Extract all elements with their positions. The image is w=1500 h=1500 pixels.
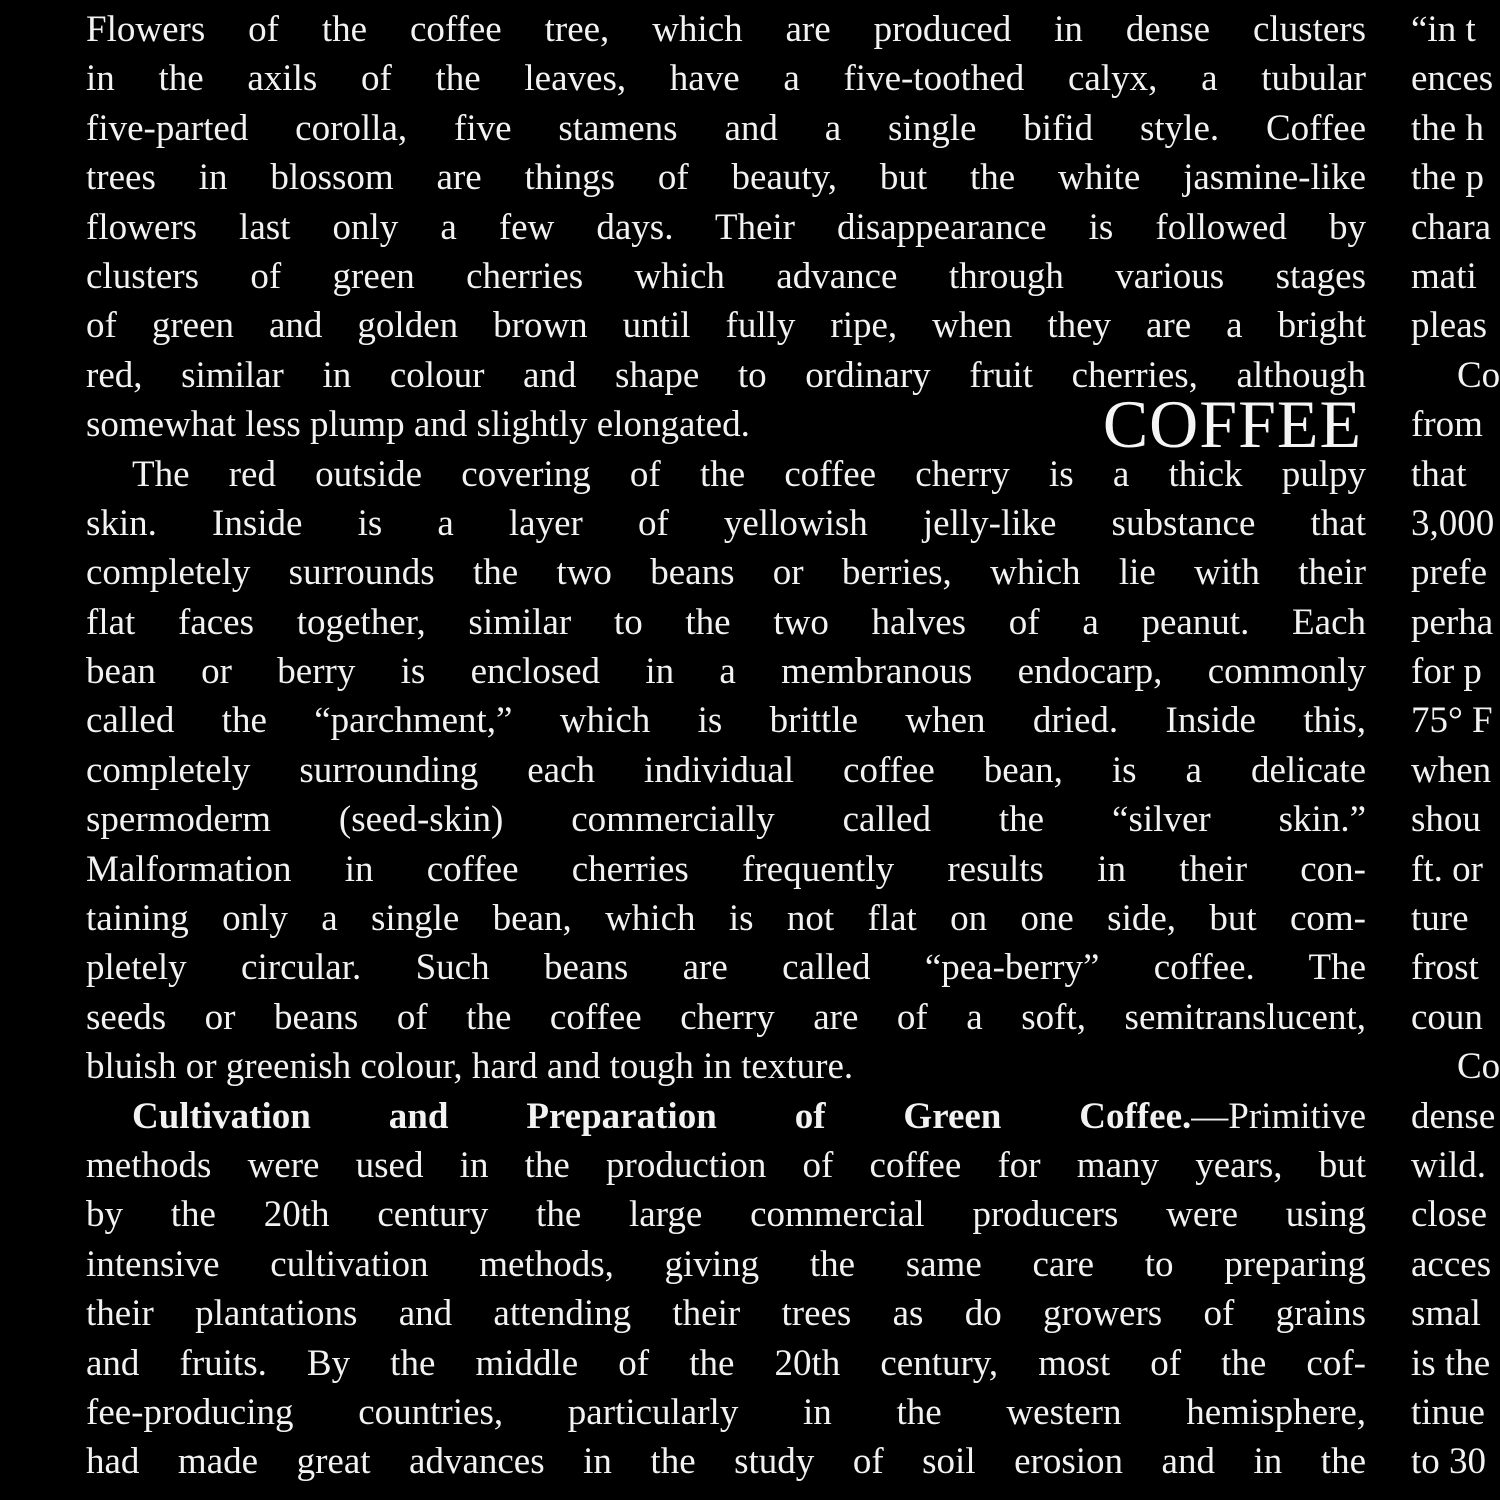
text-fragment: chara bbox=[1411, 206, 1492, 248]
text-fragment: 3,000 bbox=[1411, 502, 1495, 544]
text-fragment: that bbox=[1411, 453, 1467, 495]
section-heading: Cultivation and Preparation of Green Coffee. bbox=[132, 1095, 1192, 1137]
text-fragment: “in t bbox=[1411, 9, 1476, 50]
text-fragment: shou bbox=[1411, 799, 1481, 841]
text-fragment: wild. bbox=[1411, 1144, 1487, 1186]
text-fragment: the h bbox=[1411, 107, 1484, 149]
text-line: had made great advances in the study of soil erosion and in the bbox=[86, 1441, 1366, 1483]
text-line: fee-producing countries, particularly in the western hemisphere, bbox=[86, 1391, 1366, 1433]
text-line-with-running-head bbox=[86, 386, 1366, 463]
text-fragment: is the bbox=[1411, 1342, 1491, 1384]
text-fragment: dense bbox=[1411, 1095, 1496, 1137]
text-line: clusters of green cherries which advance through various stages bbox=[86, 255, 1366, 297]
text-fragment: ft. or bbox=[1411, 848, 1483, 890]
text-line: trees in blossom are things of beauty, but the white jasmine-like bbox=[86, 157, 1366, 199]
text-line: completely surrounding each individual coffee bean, is a delicate bbox=[86, 749, 1366, 791]
main-text-column bbox=[86, 5, 1366, 1487]
text-fragment: ences bbox=[1411, 58, 1494, 100]
text-line: The red outside covering of the coffee cherry is a thick pulpy bbox=[132, 453, 1366, 495]
text-fragment: coun bbox=[1411, 996, 1483, 1038]
text-fragment: perha bbox=[1411, 601, 1494, 643]
text-fragment: mati bbox=[1411, 255, 1477, 297]
text-line: pletely circular. Such beans are called “pea-berry” coffee. The bbox=[86, 947, 1366, 989]
text-line: called the “parchment,” which is brittle when dried. Inside this, bbox=[86, 700, 1366, 742]
text-line: Malformation in coffee cherries frequently results in their con- bbox=[86, 848, 1366, 890]
text-line: bean or berry is enclosed in a membranous endocarp, commonly bbox=[86, 651, 1366, 693]
text-line: seeds or beans of the coffee cherry are of a soft, semitranslucent, bbox=[86, 996, 1366, 1038]
text-line: five-parted corolla, five stamens and a single bifid style. Coffee bbox=[86, 107, 1366, 149]
text-fragment: to 30 bbox=[1411, 1441, 1487, 1483]
text-line: flowers last only a few days. Their disappearance is followed by bbox=[86, 206, 1366, 248]
text-fragment: smal bbox=[1411, 1293, 1481, 1335]
text-fragment: for p bbox=[1411, 651, 1482, 693]
text-fragment: tinue bbox=[1411, 1391, 1485, 1433]
text-fragment: frost bbox=[1411, 947, 1479, 989]
text-fragment: pleas bbox=[1411, 305, 1488, 347]
text-fragment: Co bbox=[1457, 354, 1500, 396]
text-line: methods were used in the production of coffee for many years, but bbox=[86, 1144, 1366, 1186]
text-line: in the axils of the leaves, have a five-toothed calyx, a tubular bbox=[86, 58, 1366, 100]
text-fragment: acces bbox=[1411, 1243, 1492, 1285]
text-line: spermoderm (seed-skin) commercially called the “silver skin.” bbox=[86, 799, 1366, 841]
text-line: bluish or greenish colour, hard and tough in texture. bbox=[86, 1046, 854, 1088]
text-line: Flowers of the coffee tree, which are produced in dense clusters bbox=[86, 9, 1366, 50]
text-line: by the 20th century the large commercial producers were using bbox=[86, 1194, 1366, 1236]
text-line: intensive cultivation methods, giving the same care to preparing bbox=[86, 1243, 1366, 1285]
text-line: red, similar in colour and shape to ordinary fruit cherries, although bbox=[86, 354, 1366, 396]
section-heading-line bbox=[86, 1092, 1366, 1141]
text-line: flat faces together, similar to the two halves of a peanut. Each bbox=[86, 601, 1366, 643]
text-line: and fruits. By the middle of the 20th century, most of the cof- bbox=[86, 1342, 1366, 1384]
text-fragment: the p bbox=[1411, 157, 1484, 199]
text-line: of green and golden brown until fully ripe, when they are a bright bbox=[86, 305, 1366, 347]
text-fragment: prefe bbox=[1411, 552, 1487, 594]
running-head: COFFEE bbox=[1102, 386, 1362, 463]
text-line: skin. Inside is a layer of yellowish jelly-like substance that bbox=[86, 502, 1366, 544]
adjacent-column-fragment bbox=[1411, 5, 1500, 1487]
text-line: somewhat less plump and slightly elongated. bbox=[86, 404, 750, 446]
text-line: their plantations and attending their trees as do growers of grains bbox=[86, 1293, 1366, 1335]
text-fragment: close bbox=[1411, 1194, 1488, 1236]
text-fragment: when bbox=[1411, 749, 1492, 791]
text-line: completely surrounds the two beans or berries, which lie with their bbox=[86, 552, 1366, 594]
text-fragment: Co bbox=[1457, 1046, 1500, 1088]
text-fragment: from bbox=[1411, 404, 1483, 446]
text-fragment: ture bbox=[1411, 898, 1469, 940]
text-fragment: 75° F bbox=[1411, 700, 1493, 742]
section-heading-tail: —Primitive bbox=[1191, 1095, 1366, 1137]
text-line: taining only a single bean, which is not flat on one side, but com- bbox=[86, 898, 1366, 940]
